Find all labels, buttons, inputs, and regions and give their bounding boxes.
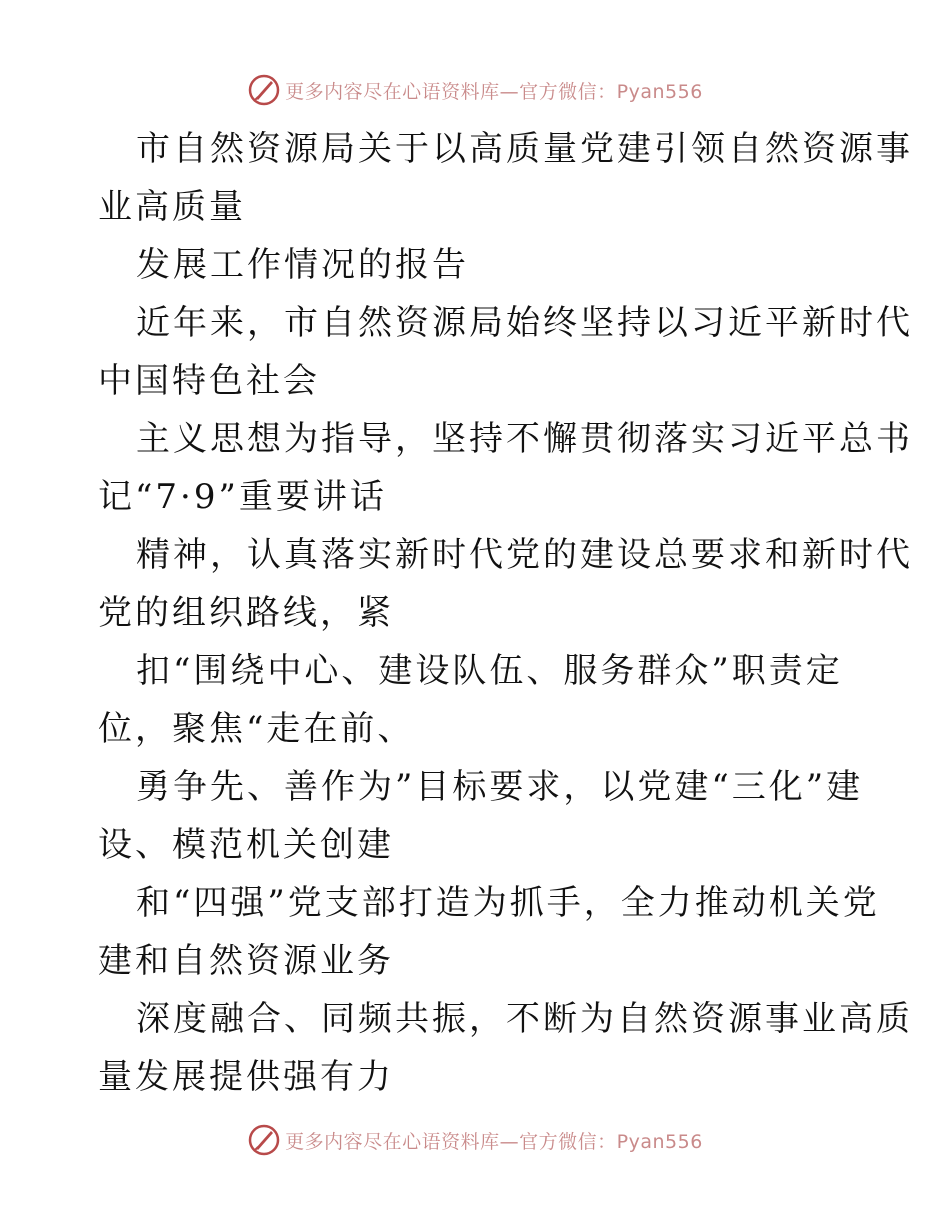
body-line: 市自然资源局关于以高质量党建引领自然资源事 bbox=[136, 129, 913, 169]
body-line: 主义思想为指导，坚持不懈贯彻落实习近平总书 bbox=[136, 419, 913, 459]
body-line: 扣“围绕中心、建设队伍、服务群众”职责定 bbox=[136, 651, 843, 691]
body-line: 近年来，市自然资源局始终坚持以习近平新时代 bbox=[136, 303, 913, 343]
body-line: 设、模范机关创建 bbox=[98, 825, 394, 865]
body-line: 发展工作情况的报告 bbox=[136, 245, 469, 285]
body-line: 位，聚焦“走在前、 bbox=[98, 709, 415, 749]
header-banner bbox=[0, 70, 950, 110]
body-line: 深度融合、同频共振，不断为自然资源事业高质 bbox=[136, 999, 913, 1039]
body-line: 量发展提供强有力 bbox=[98, 1057, 394, 1097]
body-line: 精神，认真落实新时代党的建设总要求和新时代 bbox=[136, 535, 913, 575]
body-line: 建和自然资源业务 bbox=[98, 941, 394, 981]
body-line: 记“7·9”重要讲话 bbox=[98, 477, 387, 517]
body-line: 和“四强”党支部打造为抓手，全力推动机关党 bbox=[136, 883, 880, 923]
document-body bbox=[98, 120, 913, 1106]
body-line: 中国特色社会 bbox=[98, 361, 320, 401]
quill-logo-icon bbox=[247, 73, 281, 107]
footer-banner bbox=[0, 1120, 950, 1160]
body-line: 业高质量 bbox=[98, 187, 246, 227]
quill-logo-icon bbox=[247, 1123, 281, 1157]
body-line: 党的组织路线，紧 bbox=[98, 593, 394, 633]
body-line: 勇争先、善作为”目标要求，以党建“三化”建 bbox=[136, 767, 864, 807]
footer-banner-text: 更多内容尽在心语资料库—官方微信：Pyan556 bbox=[285, 1130, 703, 1153]
header-banner-text: 更多内容尽在心语资料库—官方微信：Pyan556 bbox=[285, 80, 703, 103]
